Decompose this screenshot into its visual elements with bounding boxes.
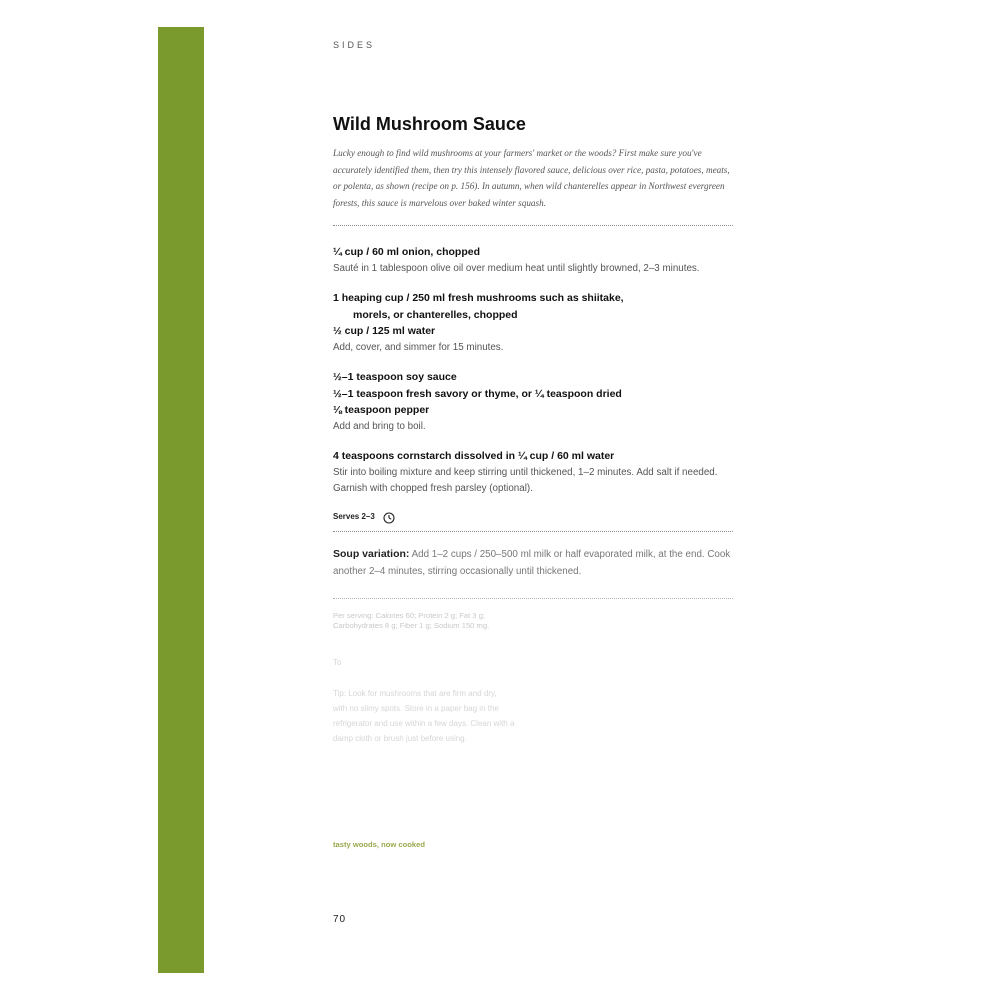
dotted-divider (333, 598, 733, 599)
tip-tag: tasty woods, now cooked (333, 840, 425, 849)
ingredient-line: morels, or chanterelles, chopped (353, 308, 518, 321)
ingredient-line: ⅛ teaspoon pepper (333, 404, 430, 416)
clock-icon (383, 511, 395, 523)
serves-row (333, 511, 733, 523)
step-text: Add and bring to boil. (333, 420, 426, 432)
page-spine-bar (158, 27, 204, 973)
ingredient-group-4 (333, 448, 733, 498)
ingredient-group-1 (333, 244, 733, 277)
recipe-intro: Lucky enough to find wild mushrooms at your farmers' market or the woods? First make sure you've accurately identified them, then try this intensely flavored sauce, delicious over rice, pasta, potatoes, meats, or polenta, as shown (recipe on p. 156). In autumn, when wild chanterelles appear in Northwest evergreen forests, this sauce is marvelous over baked winter squash. (333, 148, 730, 208)
page-number: 70 (333, 914, 347, 925)
step-text: Add, cover, and simmer for 15 minutes. (333, 341, 504, 353)
ingredient-line: ½–1 teaspoon soy sauce (333, 371, 457, 383)
step-text: Sauté in 1 tablespoon olive oil over medium heat until slightly browned, 2–3 minutes. (333, 262, 700, 274)
soup-variation (333, 546, 733, 580)
tip-line: with no slimy spots. Store in a paper bag in the (333, 703, 499, 713)
tip-line: refrigerator and use within a few days. Clean with a (333, 718, 515, 728)
nutrition-line: Carbohydrates 8 g; Fiber 1 g; Sodium 150 mg. (333, 620, 490, 630)
ingredient-line: ½–1 teaspoon fresh savory or thyme, or ¼ teaspoon dried (333, 387, 622, 400)
ingredient-group-2 (333, 290, 733, 356)
dotted-divider (333, 531, 733, 532)
nutrition-line: Per serving: Calories 60; Protein 2 g; Fat 3 g; (333, 610, 485, 620)
dotted-divider (333, 225, 733, 226)
ingredient-line: 4 teaspoons cornstarch dissolved in ¼ cup / 60 ml water (333, 450, 615, 462)
recipe-content (333, 40, 733, 746)
ingredient-line: ¼ cup / 60 ml onion, chopped (333, 246, 481, 258)
tip-line: damp cloth or brush just before using. (333, 733, 467, 743)
variation-text: Add 1–2 cups / 250–500 ml milk or half evaporated milk, at the end. Cook another 2–4 minutes, stirring occasionally until thickened. (333, 548, 731, 577)
step-text: Stir into boiling mixture and keep stirring until thickened, 1–2 minutes. Add salt if needed. Garnish with chopped fresh parsley (optional). (333, 466, 718, 494)
ingredient-line: ½ cup / 125 ml water (333, 325, 436, 337)
serves-label: Serves 2–3 (333, 512, 375, 521)
ingredient-line: 1 heaping cup / 250 ml fresh mushrooms such as shiitake, (333, 292, 624, 304)
ingredient-group-3 (333, 369, 733, 435)
section-label: SIDES (333, 40, 376, 50)
variation-label: Soup variation: (333, 547, 410, 560)
tip-line: Tip: Look for mushrooms that are firm and dry, (333, 688, 497, 698)
recipe-title: Wild Mushroom Sauce (333, 114, 526, 134)
tip-line: To (333, 657, 342, 667)
